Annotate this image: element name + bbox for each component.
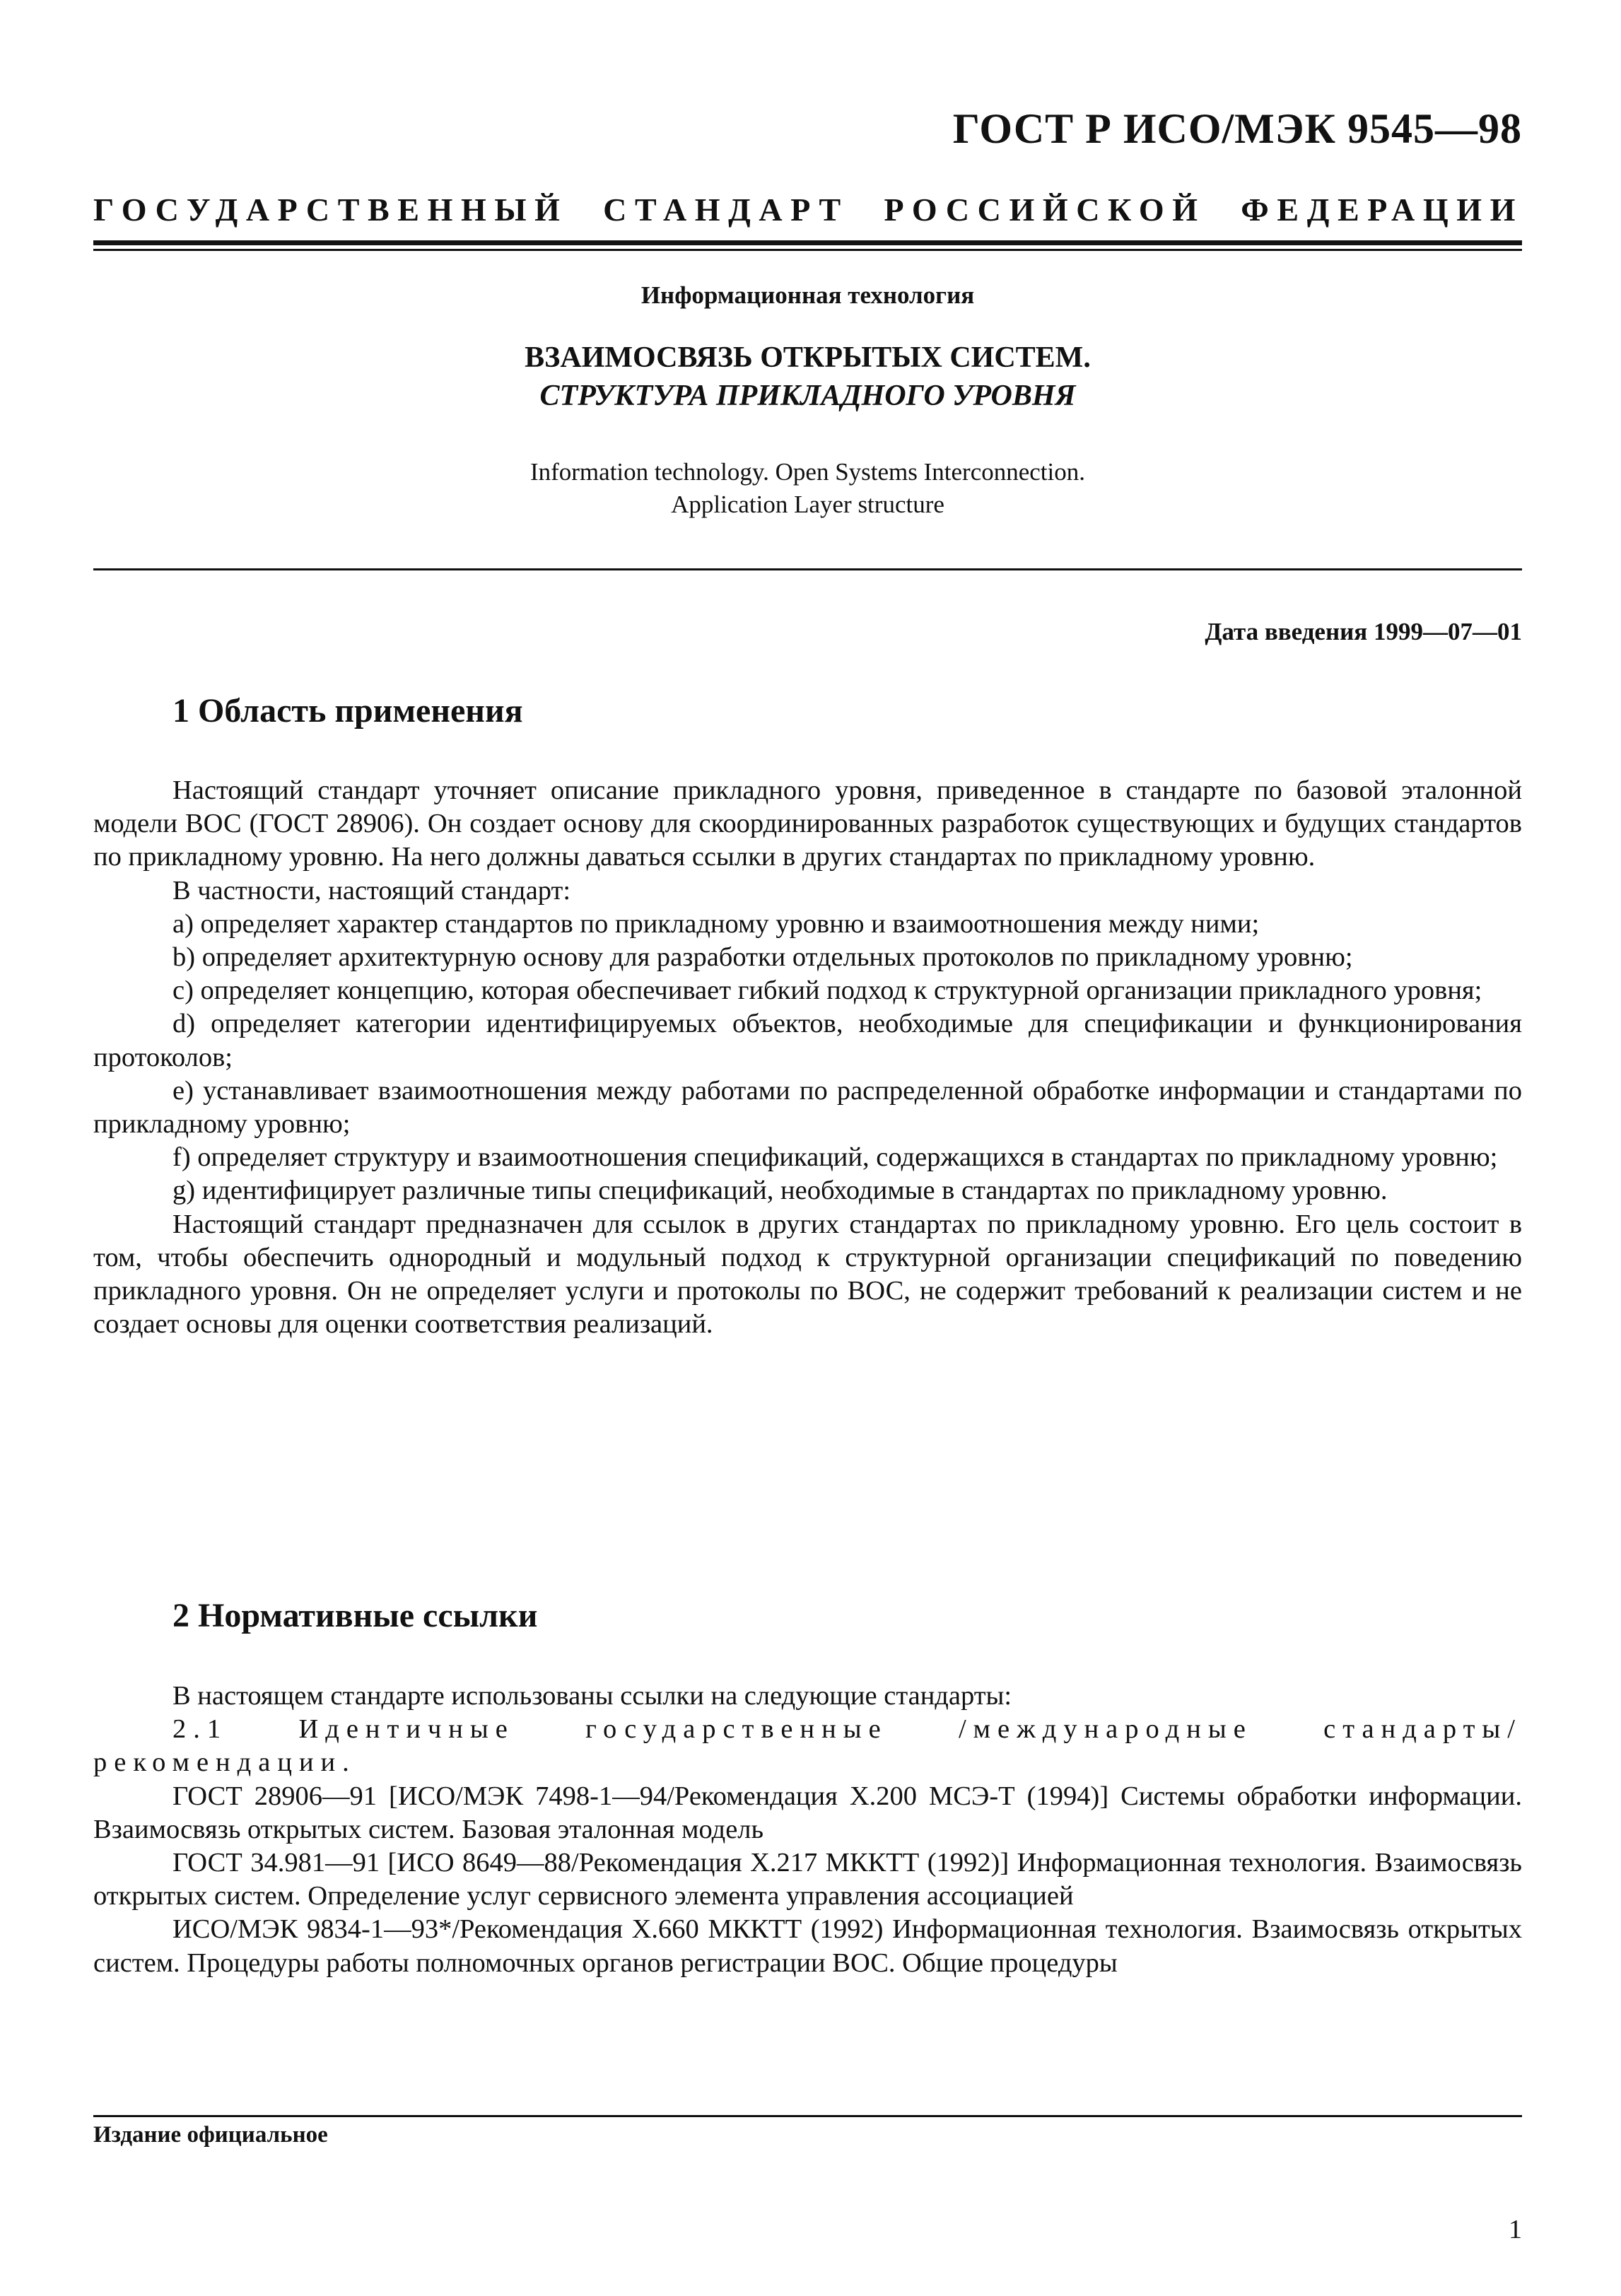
subject-line: Информационная технология <box>640 281 975 309</box>
section1-paragraph: Настоящий стандарт уточняет описание прикладного уровня, приведенное в стандарте по базовой эталонной модели ВОС (ГОСТ 28906). Он создает основу для скоординированных разработок существующих и будущих стандартов по прикладному уровню. На него должны даваться ссылки в других стандартах по прикладному уровню. <box>93 775 1522 872</box>
page-number: 1 <box>1509 2215 1522 2244</box>
section1-body <box>93 774 1522 1341</box>
list-item-f: f) определяет структуру и взаимоотношения спецификаций, содержащихся в стандартах по прикладному уровню; <box>172 1142 1498 1173</box>
reference-item: ГОСТ 28906—91 [ИСО/МЭК 7498-1—94/Рекомендация X.200 МСЭ-Т (1994)] Системы обработки информации. Взаимосвязь открытых систем. Базовая эталонная модель <box>93 1781 1522 1844</box>
document-title-line2: СТРУКТУРА ПРИКЛАДНОГО УРОВНЯ <box>539 380 1076 412</box>
official-edition-label: Издание официальное <box>93 2122 328 2148</box>
standard-number: ГОСТ Р ИСО/МЭК 9545—98 <box>952 105 1522 152</box>
section1-paragraph: В частности, настоящий стандарт: <box>172 875 571 906</box>
section1-heading: 1 Область применения <box>172 692 523 730</box>
list-item-g: g) идентифицирует различные типы спецификаций, необходимые в стандартах по прикладному уровню. <box>172 1176 1388 1206</box>
list-item-a: a) определяет характер стандартов по прикладному уровню и взаимоотношения между ними; <box>172 908 1260 939</box>
english-title-line1: Information technology. Open Systems Interconnection. <box>529 458 1086 486</box>
footer-rule <box>93 2115 1522 2117</box>
header-rule-thin <box>93 249 1522 251</box>
section1-paragraph: Настоящий стандарт предназначен для ссылок в других стандартах по прикладному уровню. Его цель состоит в том, чтобы обеспечить однородный и модульный подход к структурной организации спецификаций по поведению прикладного уровня. Он не определяет услуги и протоколы по ВОС, не содержит требований к реализации систем и не создает основы для оценки соответствия реализаций. <box>93 1209 1522 1340</box>
document-title-line1: ВЗАИМОСВЯЗЬ ОТКРЫТЫХ СИСТЕМ. <box>525 341 1091 374</box>
list-item-c: c) определяет концепцию, которая обеспечивает гибкий подход к структурной организации прикладного уровня; <box>172 976 1482 1006</box>
state-standard-banner: ГОСУДАРСТВЕННЫЙ СТАНДАРТ РОССИЙСКОЙ ФЕДЕРАЦИИ <box>93 192 1523 228</box>
english-title-line2: Application Layer structure <box>671 491 944 518</box>
title-divider <box>93 568 1522 570</box>
list-item-b: b) определяет архитектурную основу для разработки отдельных протоколов по прикладному уровню; <box>172 942 1353 973</box>
reference-item: ИСО/МЭК 9834-1—93*/Рекомендация X.660 МККТТ (1992) Информационная технология. Взаимосвязь открытых систем. Процедуры работы полномочных органов регистрации ВОС. Общие процедуры <box>93 1914 1522 1978</box>
section2-body <box>93 1680 1522 1980</box>
list-item-d: d) определяет категории идентифицируемых объектов, необходимые для спецификации и функционирования протоколов; <box>93 1009 1522 1072</box>
reference-item: ГОСТ 34.981—91 [ИСО 8649—88/Рекомендация X.217 МККТТ (1992)] Информационная технология. Взаимосвязь открытых систем. Определение услуг сервисного элемента управления ассоциацией <box>93 1848 1522 1911</box>
section2-paragraph: В настоящем стандарте использованы ссылки на следующие стандарты: <box>172 1681 1012 1711</box>
section2-heading: 2 Нормативные ссылки <box>172 1597 538 1634</box>
effective-date: Дата введения 1999—07—01 <box>1205 618 1522 645</box>
header-rule-thick <box>93 240 1522 245</box>
section2-subheading: 2.1 Идентичные государственные /международные стандарты/ рекомендации. <box>93 1714 1522 1778</box>
list-item-e: e) устанавливает взаимоотношения между работами по распределенной обработке информации и стандартами по прикладному уровню; <box>93 1075 1522 1140</box>
